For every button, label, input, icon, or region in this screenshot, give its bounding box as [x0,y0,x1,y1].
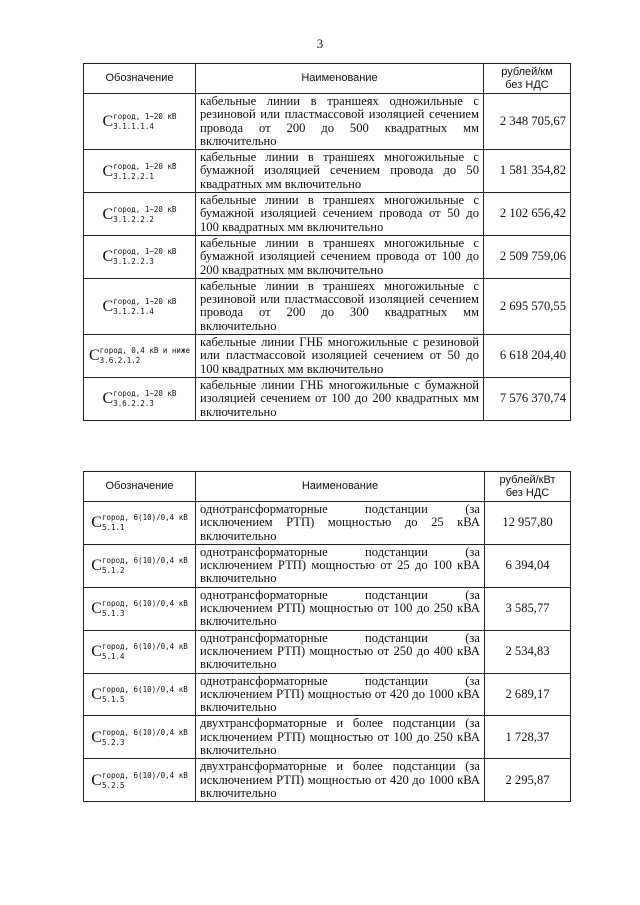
designation-superscript: город, 6(10)/0,4 кВ [101,727,188,737]
designation-subscript: 3.1.2.2.2 [113,214,154,224]
name-cell: однотрансформаторные подстанции (за исключением РТП) мощностью от 250 до 400 кВА включительно [196,630,485,673]
designation-superscript: город, 1−20 кВ [113,161,177,171]
designation-subscript: 3.1.2.1.4 [113,306,154,316]
designation-cell [84,235,196,278]
price-cell: 2 534,83 [485,630,571,673]
designation-cell [84,673,196,716]
designation-letter: C [89,347,100,365]
table-header-row [84,64,571,94]
header-code: Обозначение [84,64,196,94]
page-number: 3 [316,36,324,51]
header-unit: рублей/км без НДС [484,64,571,94]
designation-letter: C [91,557,102,575]
designation-superscript: город, 1−20 кВ [113,247,177,257]
price-cell: 2 295,87 [485,759,571,802]
designation-cell [84,716,196,759]
designation-symbol [103,297,177,316]
designation-subscript: 5.1.1 [101,523,125,533]
designation-cell [84,630,196,673]
name-cell: однотрансформаторные подстанции (за исключением РТП) мощностью от 25 до 100 кВА включительно [196,544,485,587]
designation-symbol [91,556,187,575]
designation-cell [84,544,196,587]
header-name: Наименование [196,64,484,94]
designation-superscript: город, 0,4 кВ и ниже [99,346,190,356]
designation-subscript: 3.1.1.1.4 [113,122,154,132]
price-cell: 2 102 656,42 [484,193,571,236]
designation-letter: C [102,205,114,223]
table-row [84,150,571,193]
header-code: Обозначение [84,472,196,502]
designation-letter: C [91,514,102,532]
table-row [84,759,571,802]
designation-letter: C [91,685,102,703]
designation-letter: C [102,297,114,315]
designation-superscript: город, 1−20 кВ [113,296,177,306]
price-cell: 6 394,04 [485,544,571,587]
designation-letter: C [91,771,102,789]
designation-cell [84,587,196,630]
designation-symbol [89,346,190,365]
designation-letter: C [91,728,102,746]
designation-subscript: 5.1.5 [101,695,125,704]
designation-cell [84,94,196,150]
table-row [84,278,571,334]
header-unit: рублей/кВт без НДС [485,472,571,502]
designation-symbol [103,205,177,224]
table-row [84,335,571,378]
price-cell: 2 695 570,55 [484,278,571,334]
table-row [84,587,571,630]
designation-superscript: город, 6(10)/0,4 кВ [101,513,188,523]
table-row [84,673,571,716]
designation-superscript: город, 6(10)/0,4 кВ [101,770,188,780]
name-cell: однотрансформаторные подстанции (за исключением РТП) мощностью до 25 кВА включительно [196,502,485,545]
table-row [84,630,571,673]
name-cell: двухтрансформаторные и более подстанции (за исключением РТП) мощностью от 420 до 1000 кВА включительно [196,759,485,802]
designation-superscript: город, 6(10)/0,4 кВ [101,642,188,652]
designation-letter: C [102,390,114,408]
table-row [84,716,571,759]
name-cell: двухтрансформаторные и более подстанции (за исключением РТП) мощностью от 100 до 250 кВА включительно [196,716,485,759]
designation-subscript: 5.2.5 [101,780,125,790]
designation-symbol [103,162,177,181]
designation-symbol [103,389,177,408]
price-cell: 6 618 204,40 [484,335,571,378]
price-cell: 1 581 354,82 [484,150,571,193]
designation-subscript: 5.1.2 [101,566,125,576]
designation-superscript: город, 1−20 кВ [113,389,177,399]
table-row [84,94,571,150]
table-row [84,193,571,236]
table-row [84,377,571,420]
designation-superscript: город, 6(10)/0,4 кВ [101,556,188,566]
name-cell: кабельные линии в траншеях многожильные с бумажной изоляцией сечением провода до 50 квадратных мм включительно [196,150,484,193]
designation-superscript: город, 1−20 кВ [113,204,177,214]
designation-subscript: 5.2.3 [101,737,125,747]
designation-letter: C [91,600,102,618]
designation-cell [84,502,196,545]
designation-cell [84,377,196,420]
designation-superscript: город, 1−20 кВ [113,112,177,122]
table-row [84,544,571,587]
designation-cell [84,150,196,193]
table-row [84,502,571,545]
cable-lines-table [83,63,571,421]
designation-symbol [91,771,187,790]
designation-subscript: 3.1.2.2.1 [113,171,154,181]
designation-cell [84,759,196,802]
name-cell: однотрансформаторные подстанции (за исключением РТП) мощностью от 420 до 1000 кВА включительно [196,673,485,716]
price-cell: 2 348 705,67 [484,94,571,150]
price-cell: 3 585,77 [485,587,571,630]
price-cell: 1 728,37 [485,716,571,759]
designation-symbol [103,247,177,266]
designation-letter: C [91,642,102,660]
table-row [84,235,571,278]
name-cell: кабельные линии в траншеях многожильные с бумажной изоляцией сечением провода от 50 до 100 квадратных мм включительно [196,193,484,236]
designation-cell [84,278,196,334]
designation-symbol [91,599,187,618]
price-cell: 7 576 370,74 [484,377,571,420]
designation-letter: C [102,248,114,266]
name-cell: кабельные линии ГНБ многожильные с резиновой или пластмассовой изоляцией сечением от 50 до 100 квадратных мм включительно [196,335,484,378]
price-cell: 2 509 759,06 [484,235,571,278]
designation-subscript: 5.1.4 [101,652,125,662]
designation-subscript: 3.6.2.1.2 [99,356,141,366]
designation-superscript: город, 6(10)/0,4 кВ [101,685,188,694]
designation-letter: C [102,112,114,130]
designation-subscript: 5.1.3 [101,609,125,619]
designation-symbol [103,112,177,131]
table-header-row [84,472,571,502]
name-cell: кабельные линии в траншеях многожильные с бумажной изоляцией сечением провода от 100 до 200 квадратных мм включительно [196,235,484,278]
substations-table [83,471,571,802]
designation-superscript: город, 6(10)/0,4 кВ [101,599,188,609]
designation-letter: C [102,162,114,180]
designation-subscript: 3.1.2.2.3 [113,257,154,267]
designation-symbol [91,685,187,704]
designation-cell [84,335,196,378]
price-cell: 2 689,17 [485,673,571,716]
name-cell: кабельные линии в траншеях многожильные с резиновой или пластмассовой изоляцией сечением провода от 200 до 300 квадратных мм включительно [196,278,484,334]
price-cell: 12 957,80 [485,502,571,545]
designation-symbol [91,513,187,532]
designation-symbol [91,642,187,661]
name-cell: кабельные линии ГНБ многожильные с бумажной изоляцией сечением от 100 до 200 квадратных мм включительно [196,377,484,420]
header-name: Наименование [196,472,485,502]
designation-subscript: 3.6.2.2.3 [113,399,154,409]
designation-symbol [91,728,187,747]
name-cell: однотрансформаторные подстанции (за исключением РТП) мощностью от 100 до 250 кВА включительно [196,587,485,630]
designation-cell [84,193,196,236]
name-cell: кабельные линии в траншеях одножильные с резиновой или пластмассовой изоляцией сечением провода от 200 до 500 квадратных мм включительно [196,94,484,150]
